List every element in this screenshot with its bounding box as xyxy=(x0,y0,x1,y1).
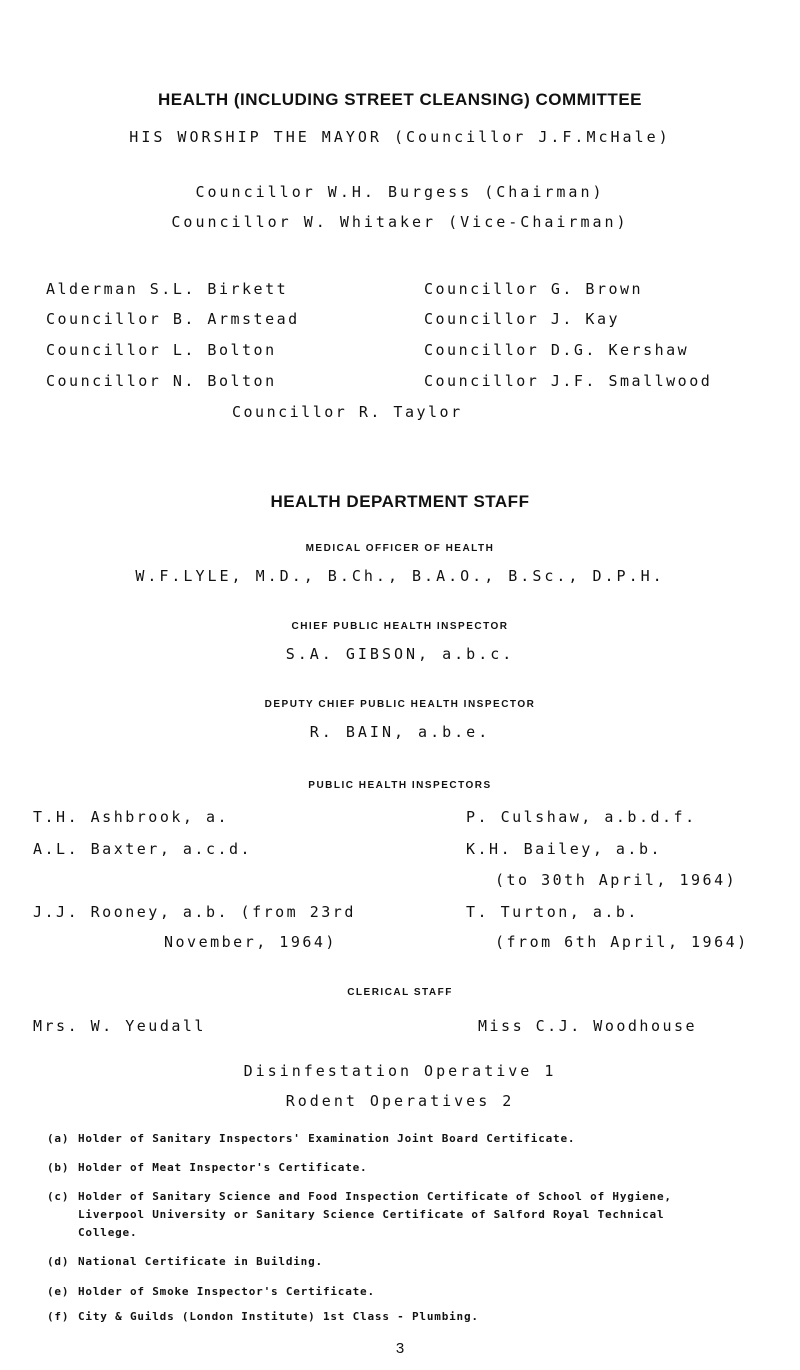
note-c-text2: Liverpool University or Sanitary Science Certificate of Salford Royal Technical xyxy=(78,1208,665,1221)
note-b-label: (b) xyxy=(47,1161,70,1174)
vice-chairman-line: Councillor W. Whitaker (Vice-Chairman) xyxy=(171,213,629,231)
phi-left-1: T.H. Ashbrook, a. xyxy=(33,808,230,826)
note-f-text: City & Guilds (London Institute) 1st Class - Plumbing. xyxy=(78,1310,479,1323)
phi-right-3-note: (from 6th April, 1964) xyxy=(495,933,749,951)
clerical-right: Miss C.J. Woodhouse xyxy=(478,1017,698,1035)
rodent-line: Rodent Operatives 2 xyxy=(285,1092,515,1110)
note-c-text: Holder of Sanitary Science and Food Inspection Certificate of School of Hygiene, xyxy=(78,1190,672,1203)
clerical-heading: CLERICAL STAFF xyxy=(347,987,453,998)
moh-name: W.F.LYLE, M.D., B.Ch., B.A.O., B.Sc., D.P.H. xyxy=(135,567,665,585)
cphi-heading: CHIEF PUBLIC HEALTH INSPECTOR xyxy=(291,621,509,632)
member-right-4: Councillor J.F. Smallwood xyxy=(424,372,713,390)
phi-right-2: K.H. Bailey, a.b. xyxy=(466,840,663,858)
staff-title: HEALTH DEPARTMENT STAFF xyxy=(270,492,530,511)
member-left-2: Councillor B. Armstead xyxy=(46,310,300,328)
note-e-label: (e) xyxy=(47,1285,70,1298)
phi-right-3: T. Turton, a.b. xyxy=(466,903,639,921)
page-number: 3 xyxy=(395,1340,405,1357)
member-left-4: Councillor N. Bolton xyxy=(46,372,277,390)
phi-left-3-note: November, 1964) xyxy=(164,933,337,951)
member-right-3: Councillor D.G. Kershaw xyxy=(424,341,690,359)
member-right-2: Councillor J. Kay xyxy=(424,310,621,328)
phi-left-3: J.J. Rooney, a.b. (from 23rd xyxy=(33,903,356,921)
note-f-label: (f) xyxy=(47,1310,70,1323)
member-left-3: Councillor L. Bolton xyxy=(46,341,277,359)
phi-heading: PUBLIC HEALTH INSPECTORS xyxy=(308,780,492,791)
dcphi-heading: DEPUTY CHIEF PUBLIC HEALTH INSPECTOR xyxy=(264,699,536,710)
member-left-1: Alderman S.L. Birkett xyxy=(46,280,289,298)
cphi-name: S.A. GIBSON, a.b.c. xyxy=(285,645,515,663)
moh-heading: MEDICAL OFFICER OF HEALTH xyxy=(305,543,495,554)
phi-left-2: A.L. Baxter, a.c.d. xyxy=(33,840,253,858)
note-e-text: Holder of Smoke Inspector's Certificate. xyxy=(78,1285,375,1298)
note-c-text3: College. xyxy=(78,1226,138,1239)
note-b-text: Holder of Meat Inspector's Certificate. xyxy=(78,1161,368,1174)
phi-right-1: P. Culshaw, a.b.d.f. xyxy=(466,808,697,826)
phi-right-2-note: (to 30th April, 1964) xyxy=(495,871,738,889)
member-last: Councillor R. Taylor xyxy=(232,403,463,421)
member-right-1: Councillor G. Brown xyxy=(424,280,644,298)
dcphi-name: R. BAIN, a.b.e. xyxy=(309,723,491,741)
clerical-left: Mrs. W. Yeudall xyxy=(33,1017,206,1035)
disinfestation-line: Disinfestation Operative 1 xyxy=(243,1062,557,1080)
note-a-label: (a) xyxy=(47,1132,70,1145)
committee-title: HEALTH (INCLUDING STREET CLEANSING) COMMITTEE xyxy=(158,90,642,109)
note-d-label: (d) xyxy=(47,1255,70,1268)
note-a-text: Holder of Sanitary Inspectors' Examination Joint Board Certificate. xyxy=(78,1132,576,1145)
note-d-text: National Certificate in Building. xyxy=(78,1255,323,1268)
note-c-label: (c) xyxy=(47,1190,70,1203)
mayor-line: HIS WORSHIP THE MAYOR (Councillor J.F.McHale) xyxy=(129,128,671,146)
chairman-line: Councillor W.H. Burgess (Chairman) xyxy=(195,183,605,201)
